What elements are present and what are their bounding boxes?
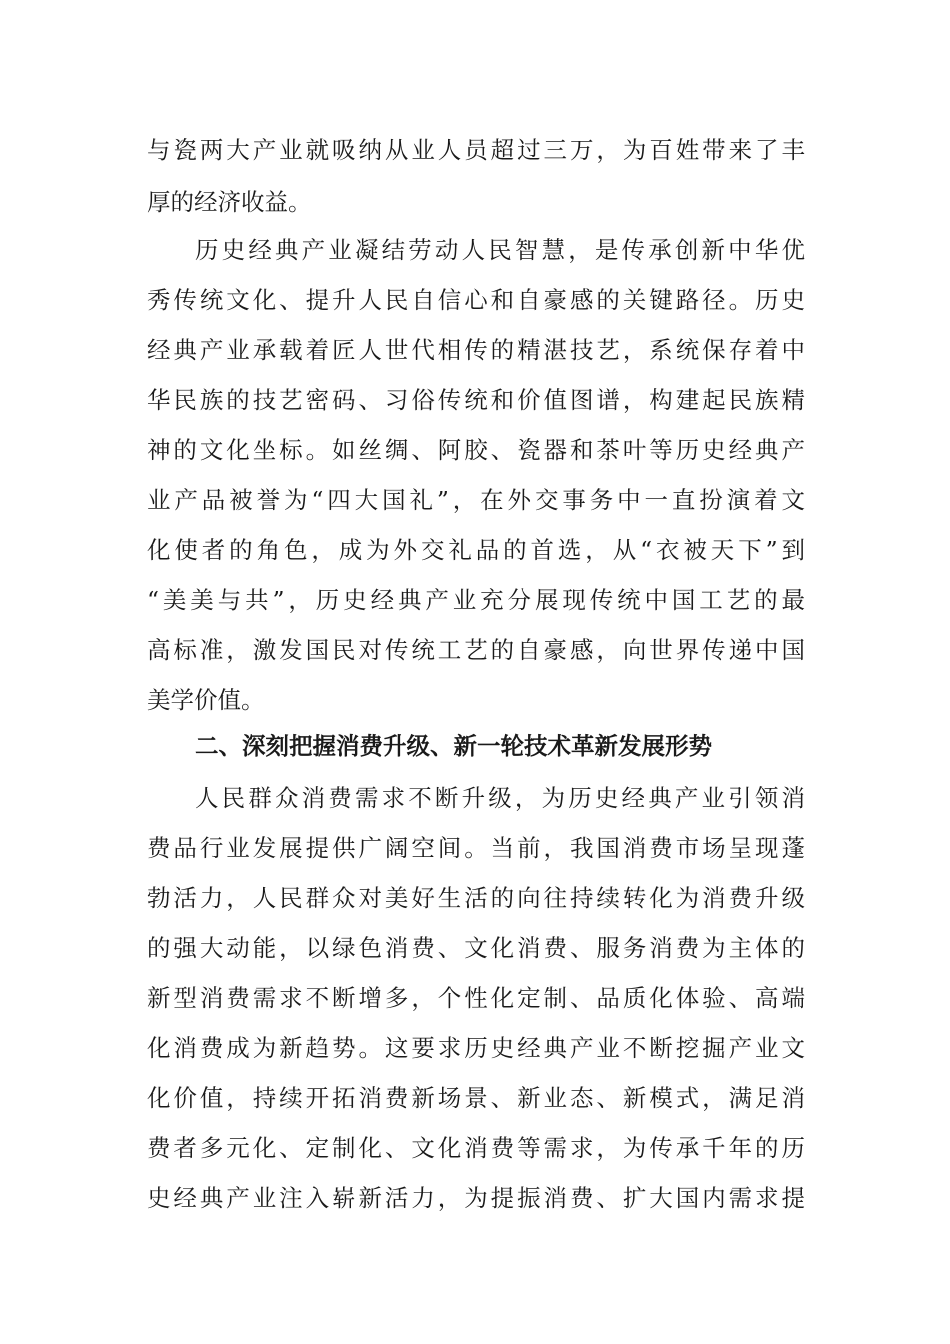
text-line: 费者多元化、定制化、文化消费等需求，为传承千年的历 <box>147 1134 805 1162</box>
text-line: 高标准，激发国民对传统工艺的自豪感，向世界传递中国 <box>147 636 805 664</box>
text-line: 秀传统文化、提升人民自信心和自豪感的关键路径。历史 <box>147 286 805 314</box>
text-line: 与瓷两大产业就吸纳从业人员超过三万，为百姓带来了丰 <box>147 136 805 164</box>
text-line: 的强大动能，以绿色消费、文化消费、服务消费为主体的 <box>147 934 805 962</box>
text-line: 业产品被誉为“四大国礼”，在外交事务中一直扮演着文 <box>147 486 805 514</box>
paragraph-first-line: 人民群众消费需求不断升级，为历史经典产业引领消 <box>195 784 805 812</box>
text-line: 化使者的角色，成为外交礼品的首选，从“衣被天下”到 <box>147 536 805 564</box>
text-line: 经典产业承载着匠人世代相传的精湛技艺，系统保存着中 <box>147 336 805 364</box>
text-line: 厚的经济收益。 <box>147 188 312 216</box>
text-line: 美学价值。 <box>147 686 265 714</box>
text-line: 化价值，持续开拓消费新场景、新业态、新模式，满足消 <box>147 1084 805 1112</box>
paragraph-first-line: 历史经典产业凝结劳动人民智慧，是传承创新中华优 <box>195 236 805 264</box>
text-line: 华民族的技艺密码、习俗传统和价值图谱，构建起民族精 <box>147 386 805 414</box>
text-line: 勃活力，人民群众对美好生活的向往持续转化为消费升级 <box>147 884 805 912</box>
text-line: “美美与共”，历史经典产业充分展现传统中国工艺的最 <box>147 586 805 614</box>
text-line: 新型消费需求不断增多，个性化定制、品质化体验、高端 <box>147 984 805 1012</box>
text-line: 神的文化坐标。如丝绸、阿胶、瓷器和茶叶等历史经典产 <box>147 436 805 464</box>
text-line: 化消费成为新趋势。这要求历史经典产业不断挖掘产业文 <box>147 1034 805 1062</box>
text-line: 费品行业发展提供广阔空间。当前，我国消费市场呈现蓬 <box>147 834 805 862</box>
text-line: 史经典产业注入崭新活力，为提振消费、扩大国内需求提 <box>147 1184 805 1212</box>
section-heading: 二、深刻把握消费升级、新一轮技术革新发展形势 <box>195 732 712 760</box>
